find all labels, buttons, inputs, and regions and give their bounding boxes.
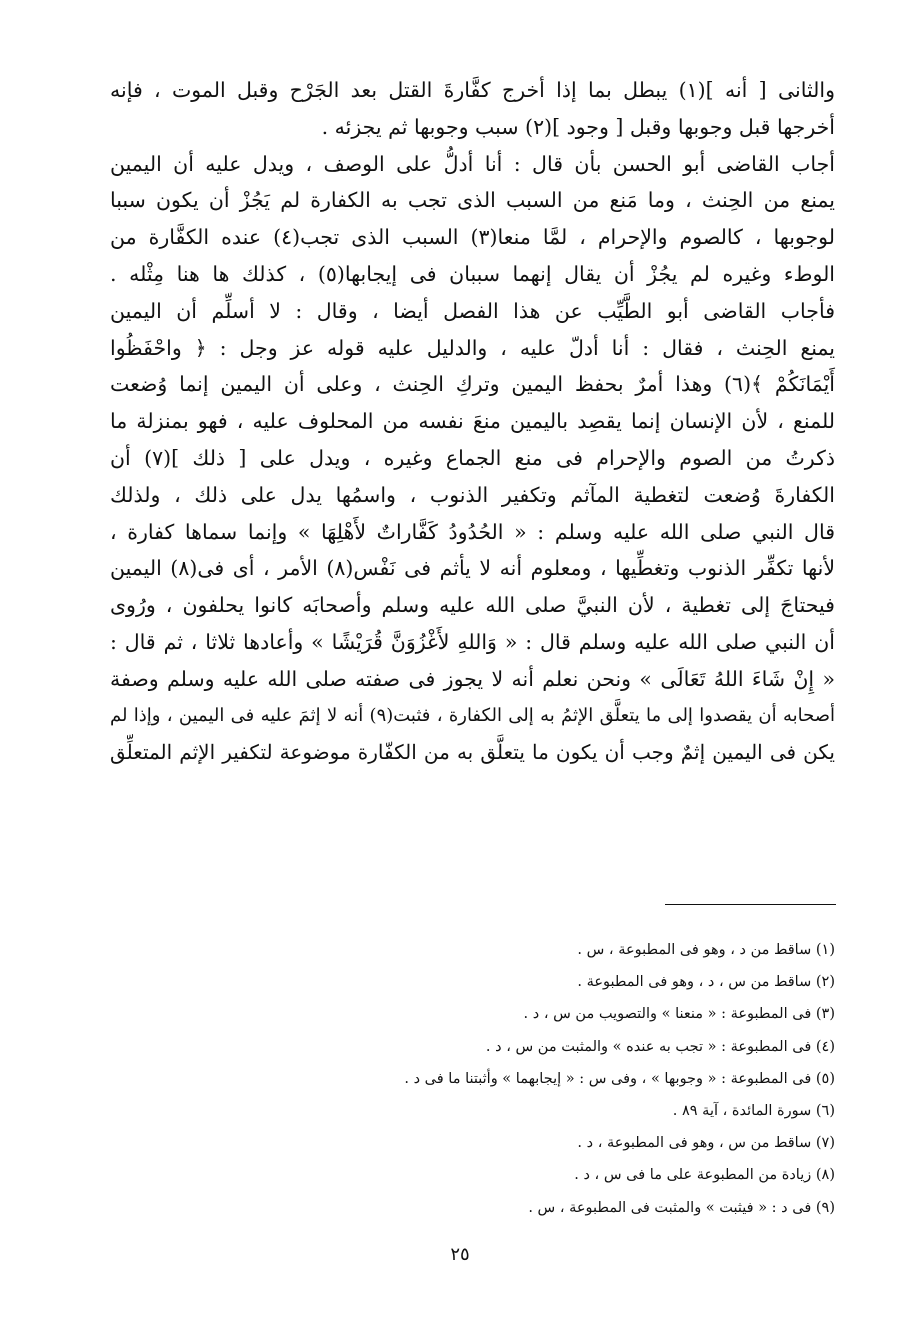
text-line: أَيْمَانَكُمْ ﴾(٦) وهذا أمرٌ بحفظ اليمين وتركِ الحِنث ، وعلى أن اليمين إنما وُضعت bbox=[110, 372, 835, 397]
main-text bbox=[110, 72, 835, 771]
text-line: أجاب القاضى أبو الحسن بأن قال : أنا أدلُّ على الوصف ، ويدل عليه أن اليمين bbox=[110, 151, 835, 176]
footnote: (٦) سورة المائدة ، آية ٨٩ . bbox=[672, 1103, 835, 1120]
footnote: (١) ساقط من د ، وهو فى المطبوعة ، س . bbox=[577, 942, 835, 958]
text-line: « إِنْ شَاءَ اللهُ تَعَالَى » ونحن نعلم أنه لا يجوز فى صفته صلى الله عليه وسلم وصفة bbox=[110, 666, 835, 691]
page-number: ٢٥ bbox=[450, 1244, 470, 1265]
footnote: (٤) فى المطبوعة : « تجب به عنده » والمثبت من س ، د . bbox=[485, 1038, 835, 1055]
footnote: (٥) فى المطبوعة : « وجوبها » ، وفى س : « إيجابهما » وأثبتنا ما فى د . bbox=[404, 1070, 835, 1087]
footnote-divider bbox=[665, 904, 836, 905]
text-line: لأنها تكفِّر الذنوب وتغطِّيها ، ومعلوم أنه لا يأثم فى نَفْس(٨) الأمر ، أى فى(٨) اليمين bbox=[110, 556, 836, 581]
text-line: الكفارةَ وُضعت لتغطية المآثم وتكفير الذنوب ، واسمُها يدل على ذلك ، ولذلك bbox=[110, 482, 835, 507]
text-line: ذكرتُ من الصوم والإحرام فى منع الجماع وغيره ، ويدل على [ ذلك ](٧) أن bbox=[110, 445, 835, 470]
text-line: لوجوبها ، كالصوم والإحرام ، لمَّا منعا(٣) السبب الذى تجب(٤) عنده الكفَّارة من bbox=[110, 225, 836, 250]
text-line: يمنع الحِنث ، فقال : أنا أدلّ عليه ، والدليل عليه قوله عز وجل : ﴿ واحْفَظُوا bbox=[110, 335, 835, 360]
text-line: للمنع ، لأن الإنسان إنما يقصِد باليمين منعَ نفسه من المحلوف عليه ، فهو بمنزلة ما bbox=[110, 409, 835, 434]
footnote: (٨) زيادة من المطبوعة على ما فى س ، د . bbox=[574, 1167, 835, 1184]
text-line: الوطء وغيره لم يجُزْ أن يقال إنهما سببان فى إيجابها(٥) ، كذلك ها هنا مِثْله . bbox=[110, 261, 836, 286]
text-line: أن النبي صلى الله عليه وسلم قال : « وَاللهِ لأَغْزُوَنَّ قُرَيْشًا » وأعادها ثلاثا ، ثم قال : bbox=[110, 629, 835, 654]
footnote: (٢) ساقط من س ، د ، وهو فى المطبوعة . bbox=[577, 974, 835, 991]
text-line: فيحتاجَ إلى تغطية ، لأن النبيَّ صلى الله عليه وسلم وأصحابَه كانوا يحلفون ، ورُوى bbox=[110, 593, 835, 618]
footnote: (٩) فى د : « فيثبت » والمثبت فى المطبوعة ، س . bbox=[528, 1199, 835, 1216]
text-line: والثانى [ أنه ](١) يبطل بما إذا أخرج كفَّارةَ القتل بعد الجَرْح وقبل الموت ، فإنه bbox=[110, 78, 836, 102]
text-line: يكن فى اليمين إثمٌ وجب أن يكون ما يتعلَّق به من الكفّارة موضوعة لتكفير الإثم المتعلِّق bbox=[110, 740, 835, 765]
footnotes bbox=[330, 934, 835, 1224]
footnote: (٣) فى المطبوعة : « منعنا » والتصويب من س ، د . bbox=[523, 1006, 835, 1023]
text-line: قال النبي صلى الله عليه وسلم : « الحُدُودُ كَفَّاراتٌ لأَهْلِهَا » وإنما سماها كفارة ، bbox=[110, 519, 835, 544]
text-line: يمنع من الحِنث ، وما مَنع من السبب الذى تجب به الكفارة لم يَجُزْ أن يكون سببا bbox=[110, 188, 835, 213]
text-line: أخرجها قبل وجوبها وقبل [ وجود ](٢) سبب وجوبها ثم يجزئه . bbox=[321, 114, 835, 139]
text-line: فأجاب القاضى أبو الطَّيِّب عن هذا الفصل أيضا ، وقال : لا أسلِّم أن اليمين bbox=[110, 298, 835, 323]
footnote: (٧) ساقط من س ، وهو فى المطبوعة ، د . bbox=[577, 1135, 835, 1152]
text-line: أصحابه أن يقصدوا إلى ما يتعلَّق الإثمُ به إلى الكفارة ، فثبت(٩) أنه لا إثمَ عليه فى اليمين ، وإذا لم bbox=[110, 704, 835, 726]
